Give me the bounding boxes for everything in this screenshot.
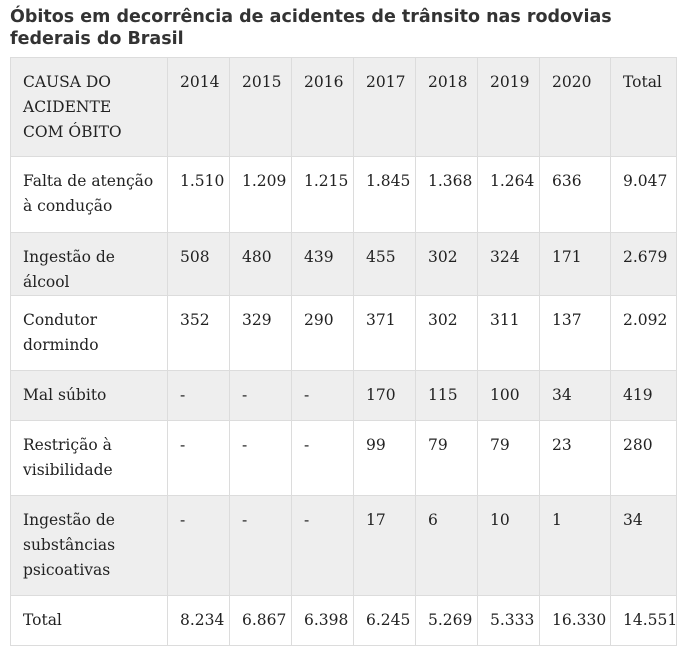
cell: 6.867 (230, 596, 292, 646)
cell: 329 (230, 296, 292, 371)
header-2019: 2019 (478, 58, 540, 157)
cell: 2.679 (611, 233, 677, 296)
cell: 115 (416, 371, 478, 421)
header-total: Total (611, 58, 677, 157)
cell: 8.234 (168, 596, 230, 646)
header-2016: 2016 (292, 58, 354, 157)
deaths-table (10, 57, 677, 646)
cell: - (168, 421, 230, 496)
cell: - (292, 421, 354, 496)
cell: 352 (168, 296, 230, 371)
row-label: Falta de atenção à condução (11, 157, 168, 233)
cell: 1.368 (416, 157, 478, 233)
header-2017: 2017 (354, 58, 416, 157)
cell: 6.245 (354, 596, 416, 646)
cell: 9.047 (611, 157, 677, 233)
cell: - (230, 421, 292, 496)
row-label: Mal súbito (11, 371, 168, 421)
cell: 419 (611, 371, 677, 421)
cell: 1.215 (292, 157, 354, 233)
table-row (11, 157, 677, 233)
cell: - (292, 496, 354, 596)
cell: 100 (478, 371, 540, 421)
cell: 439 (292, 233, 354, 296)
header-2015: 2015 (230, 58, 292, 157)
cell: - (230, 371, 292, 421)
table-total-row (11, 596, 677, 646)
cell: 480 (230, 233, 292, 296)
table-row (11, 296, 677, 371)
cell: 302 (416, 233, 478, 296)
header-2014: 2014 (168, 58, 230, 157)
cell: 137 (540, 296, 611, 371)
cell: 302 (416, 296, 478, 371)
cell: 508 (168, 233, 230, 296)
cell: 17 (354, 496, 416, 596)
cell: 636 (540, 157, 611, 233)
table-header-row (11, 58, 677, 157)
cell: 6 (416, 496, 478, 596)
cell: 1.510 (168, 157, 230, 233)
cell: - (168, 371, 230, 421)
cell: 280 (611, 421, 677, 496)
cell: 5.269 (416, 596, 478, 646)
table-row (11, 233, 677, 296)
cell: 371 (354, 296, 416, 371)
page-title: Óbitos em decorrência de acidentes de trânsito nas rodovias federais do Brasil (10, 7, 612, 49)
cell: 23 (540, 421, 611, 496)
cell: - (230, 496, 292, 596)
cell: 324 (478, 233, 540, 296)
cell: 311 (478, 296, 540, 371)
cell: - (168, 496, 230, 596)
header-2020: 2020 (540, 58, 611, 157)
table-row (11, 371, 677, 421)
cell: 1.209 (230, 157, 292, 233)
cell: 2.092 (611, 296, 677, 371)
row-label: Condutor dormindo (11, 296, 168, 371)
row-label: Ingestão de substâncias psicoativas (11, 496, 168, 596)
cell: 5.333 (478, 596, 540, 646)
row-label: Restrição à visibilidade (11, 421, 168, 496)
cell: 290 (292, 296, 354, 371)
row-label: Ingestão de álcool (11, 233, 168, 296)
table-row (11, 496, 677, 596)
cell: 10 (478, 496, 540, 596)
cell: 34 (540, 371, 611, 421)
cell: 1.264 (478, 157, 540, 233)
cell: 170 (354, 371, 416, 421)
cell: 79 (478, 421, 540, 496)
cell: 16.330 (540, 596, 611, 646)
cell: 34 (611, 496, 677, 596)
cell: 1.845 (354, 157, 416, 233)
cell: 14.551 (611, 596, 677, 646)
cell: 79 (416, 421, 478, 496)
cell: - (292, 371, 354, 421)
header-2018: 2018 (416, 58, 478, 157)
header-cause: CAUSA DO ACIDENTE COM ÓBITO (11, 58, 168, 157)
cell: 6.398 (292, 596, 354, 646)
cell: 171 (540, 233, 611, 296)
cell: 1 (540, 496, 611, 596)
table-row (11, 421, 677, 496)
cell: 455 (354, 233, 416, 296)
cell: 99 (354, 421, 416, 496)
row-label: Total (11, 596, 168, 646)
